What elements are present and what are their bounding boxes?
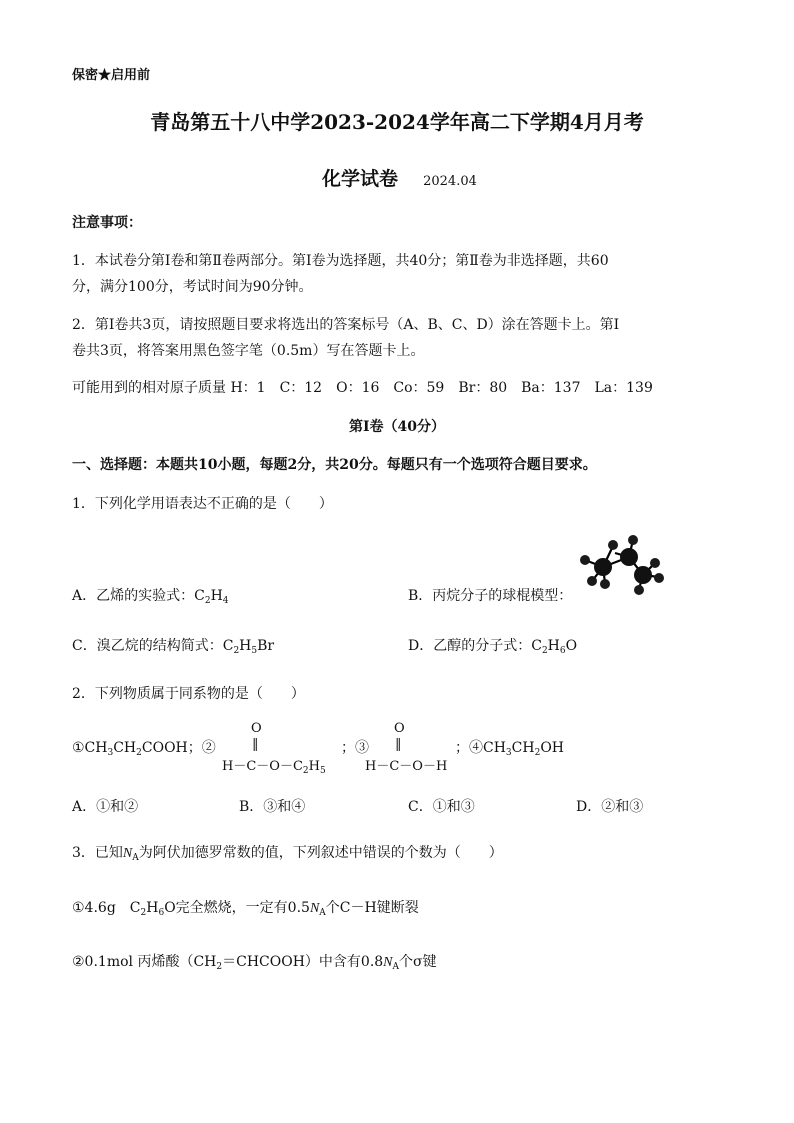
q2-option-b: B．③和④ [239, 799, 306, 815]
q2-item-3-carbonyl-o: O [394, 721, 405, 736]
q1-option-d: D．乙醇的分子式：$C_2H_6O$ [408, 638, 578, 656]
part1-title: 第Ⅰ卷（40分） [348, 419, 446, 435]
q2-separator-3: ；③ [341, 740, 369, 756]
subject-title: 化学试卷 [322, 168, 399, 190]
q2-option-c: C．①和③ [408, 799, 475, 815]
q2-option-d: D．②和③ [576, 799, 644, 815]
q1-option-b: B．丙烷分子的球棍模型： [408, 588, 573, 604]
q1-option-c: C．溴乙烷的结构简式：$C_2H_5Br$ [72, 638, 275, 656]
notes-heading: 注意事项： [72, 215, 142, 231]
q2-item-2-carbonyl-o: O [251, 721, 262, 736]
q2-item-3-chain: H－C－O－H [365, 759, 448, 774]
q2-item-2-double-bond: ‖ [252, 737, 259, 752]
q2-item-4: ；$④CH_3CH_2OH$ [455, 740, 564, 758]
exam-date: 2024.04 [423, 174, 477, 189]
note-1-line-1: 1．本试卷分第Ⅰ卷和第Ⅱ卷两部分。第Ⅰ卷为选择题，共40分；第Ⅱ卷为非选择题，共60 [72, 253, 609, 269]
note-2-line-2: 卷共3页，将答案用黑色签字笔（0.5m）写在答题卡上。 [72, 343, 425, 359]
q2-option-a: A．①和② [72, 799, 139, 815]
q1-option-a: A．乙烯的实验式：$C_2H_4$ [72, 588, 229, 606]
q3-stem: 3．已知$N_A$为阿伏加德罗常数的值，下列叙述中错误的个数为（ ） [72, 845, 503, 863]
q2-item-1: $①CH_3CH_2COOH$；② [72, 740, 216, 758]
q1-stem: 1．下列化学用语表达不正确的是（ ） [72, 496, 333, 512]
note-1-line-2: 分，满分100分，考试时间为90分钟。 [72, 279, 313, 295]
section-heading: 一、选择题：本题共10小题，每题2分，共20分。每题只有一个选项符合题目要求。 [72, 457, 597, 473]
q2-stem: 2．下列物质属于同系物的是（ ） [72, 686, 305, 702]
subtitle-row [322, 164, 477, 191]
propane-ball-stick-model [573, 533, 665, 597]
atomic-masses: 可能用到的相对原子质量 H：1 C：12 O：16 Co：59 Br：80 Ba：137 La：139 [72, 380, 653, 396]
q3-statement-1: ①4.6g $C_2H_6O$完全燃烧，一定有$0.5N_A$个C－H键断裂 [72, 900, 419, 918]
q2-item-3-double-bond: ‖ [395, 737, 402, 752]
q2-item-2-chain: $H-C-O-C_2H_5$ [222, 759, 326, 776]
note-2-line-1: 2．第Ⅰ卷共3页，请按照题目要求将选出的答案标号（A、B、C、D）涂在答题卡上。第Ⅰ [72, 317, 620, 333]
q3-statement-2: ②0.1mol 丙烯酸$(CH_2=CHCOOH)$中含有$0.8N_A$个σ键 [72, 954, 437, 972]
confidential-label: 保密★启用前 [72, 68, 151, 83]
exam-title: 青岛第五十八中学2023-2024学年高二下学期4月月考 [150, 110, 644, 134]
